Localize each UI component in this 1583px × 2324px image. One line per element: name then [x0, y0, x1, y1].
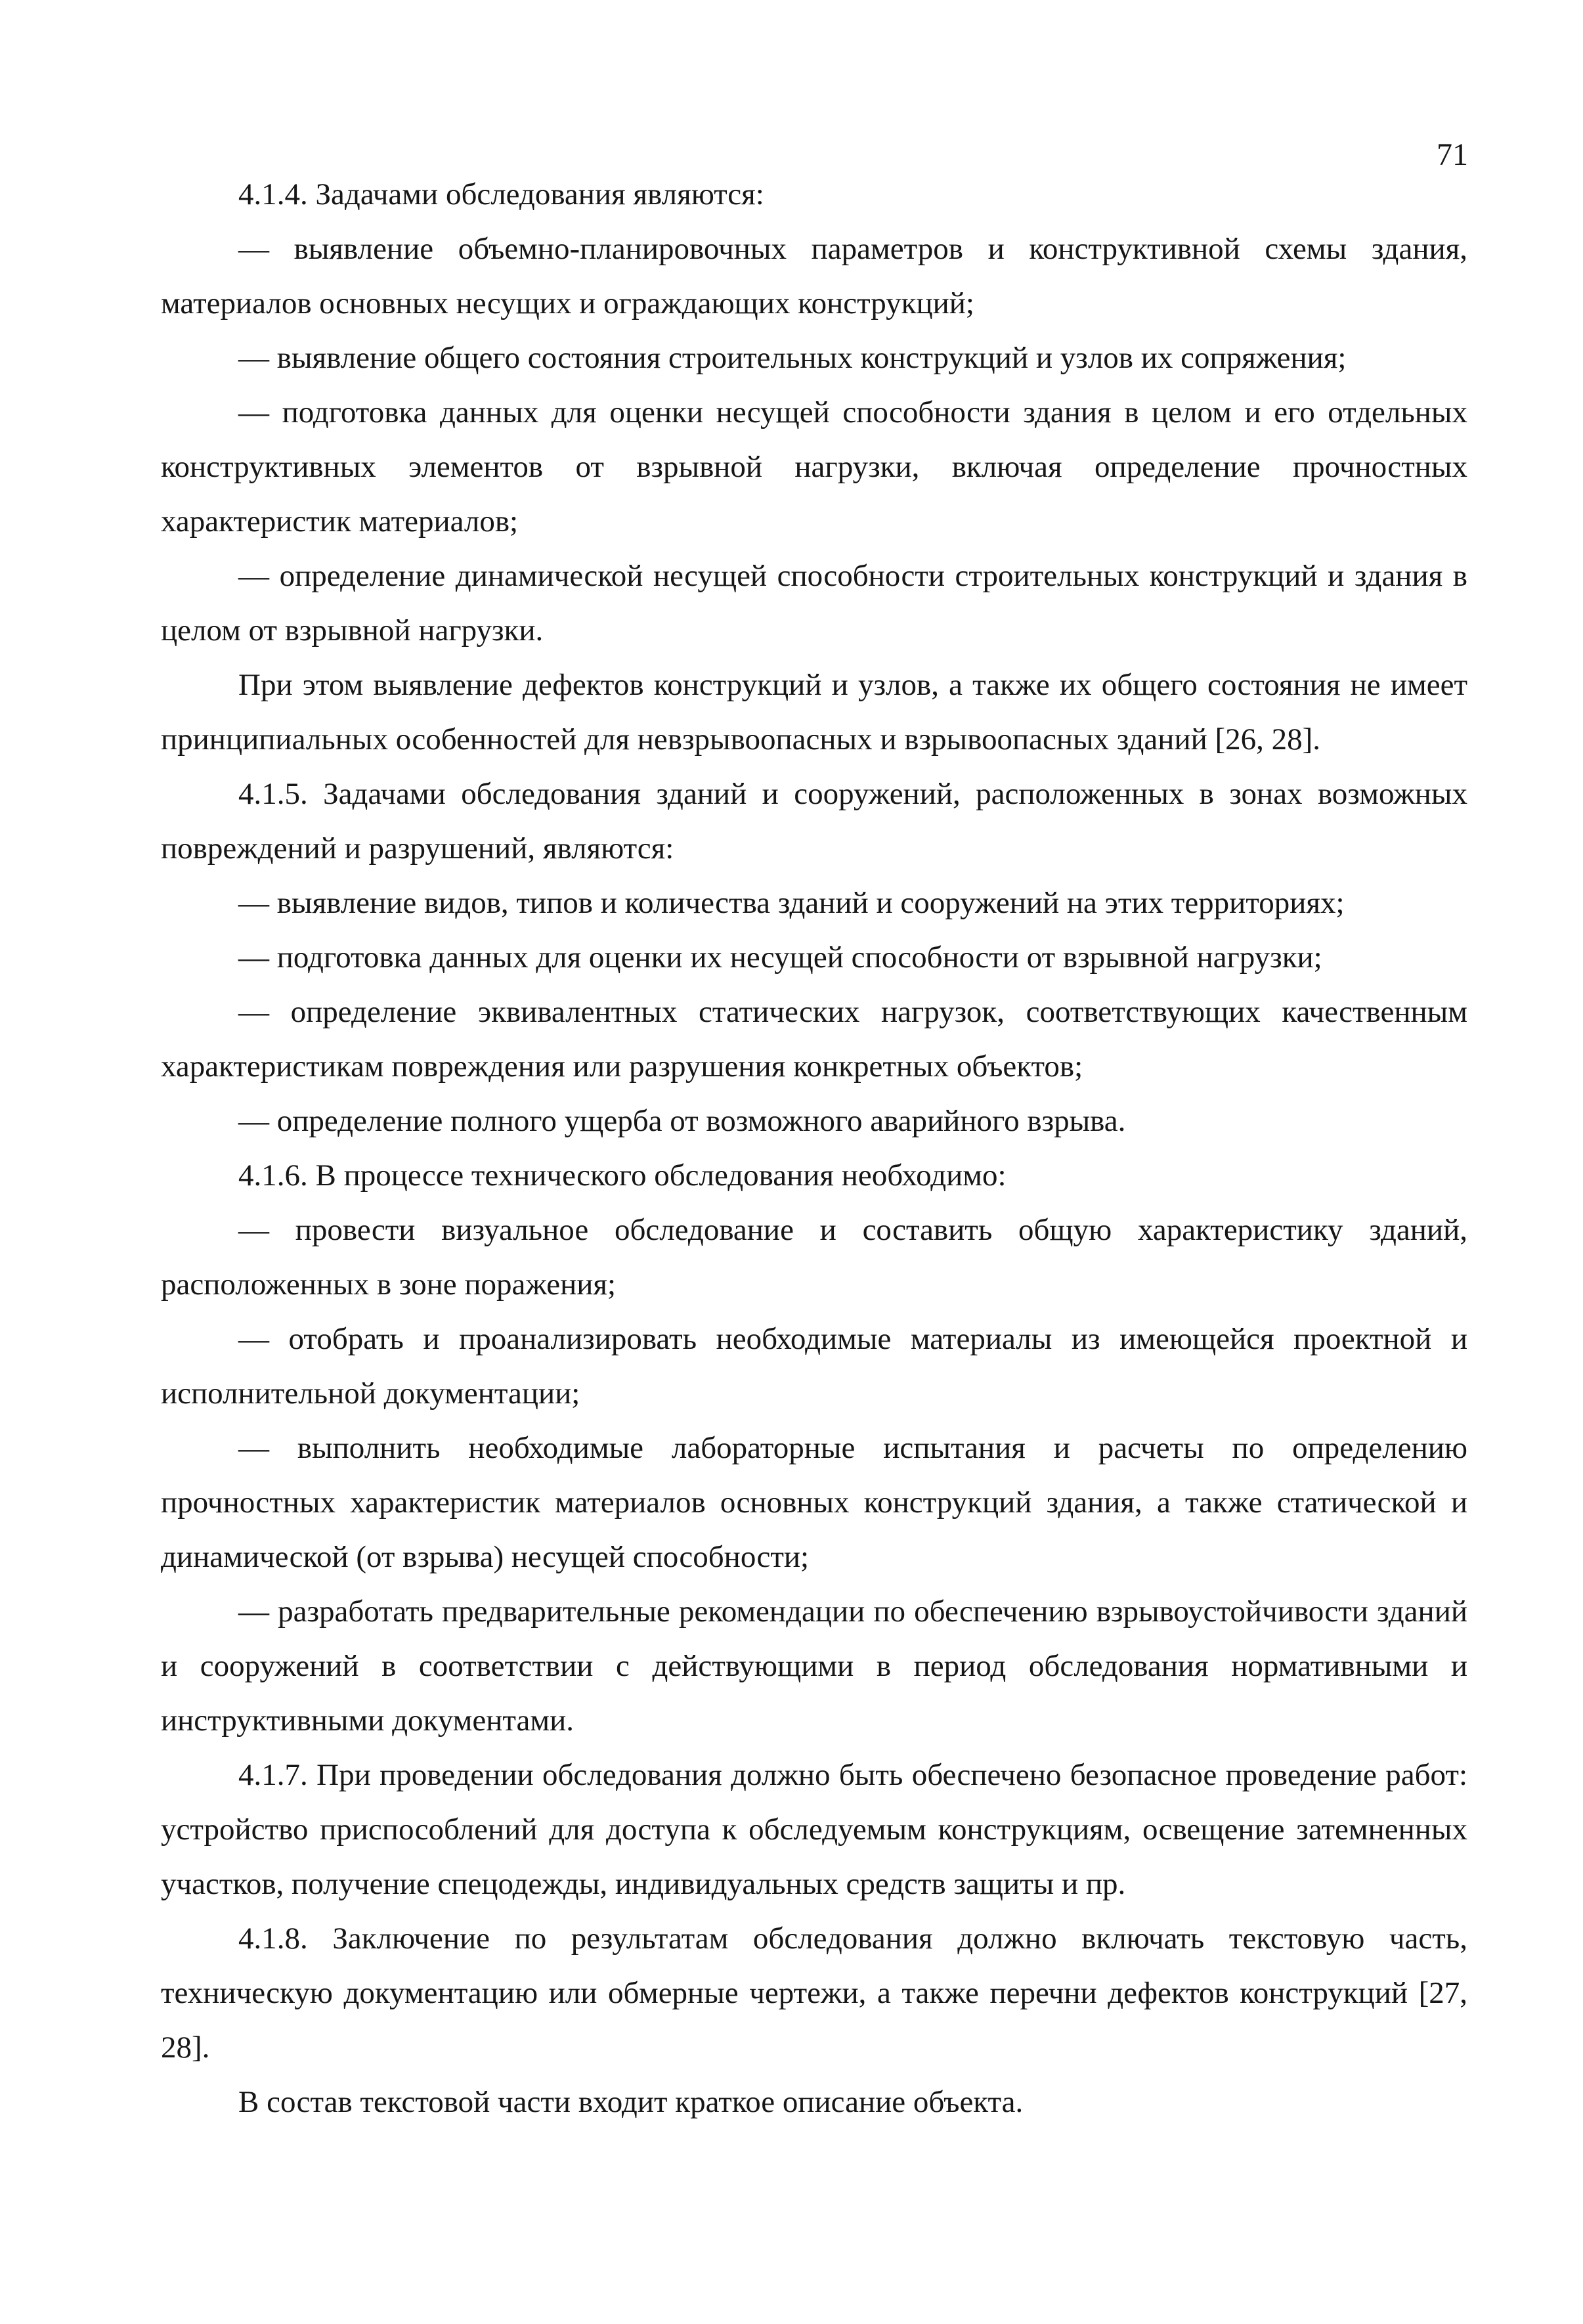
paragraph-4-1-7: 4.1.7. При проведении обследования должно быть обеспечено безопасное проведение работ: устройство приспособлений для доступа к обследуемым конструкциям, освещение затемненных участков, получение спецодежды, индивидуальных средств защиты и пр.: [161, 1758, 1467, 1901]
list-item: — выполнить необходимые лабораторные испытания и расчеты по определению прочностных характеристик материалов основных конструкций здания, а также статической и динамической (от взрыва) несущей способности;: [161, 1431, 1467, 1574]
paragraph: При этом выявление дефектов конструкций и узлов, а также их общего состояния не имеет принципиальных особенностей для невзрывоопасных и взрывоопасных зданий [26, 28].: [161, 668, 1467, 756]
list-item: — выявление объемно-планировочных параметров и конструктивной схемы здания, материалов основных несущих и ограждающих конструкций;: [161, 232, 1467, 320]
list-item: — выявление общего состояния строительных конструкций и узлов их сопряжения;: [238, 341, 1347, 375]
list-item: — выявление видов, типов и количества зданий и сооружений на этих территориях;: [238, 886, 1345, 920]
list-item: — подготовка данных для оценки несущей способности здания в целом и его отдельных конструктивных элементов от взрывной нагрузки, включая определение прочностных характеристик материалов;: [161, 395, 1467, 538]
list-item: — определение динамической несущей способности строительных конструкций и здания в целом от взрывной нагрузки.: [161, 559, 1467, 647]
paragraph-4-1-5-heading: 4.1.5. Задачами обследования зданий и сооружений, расположенных в зонах возможных повреждений и разрушений, являются:: [161, 777, 1467, 866]
paragraph: В состав текстовой части входит краткое описание объекта.: [238, 2085, 1024, 2119]
list-item: — подготовка данных для оценки их несущей способности от взрывной нагрузки;: [238, 940, 1322, 975]
list-item: — разработать предварительные рекомендации по обеспечению взрывоустойчивости зданий и сооружений в соответствии с действующими в период обследования нормативными и инструктивными документами.: [161, 1594, 1467, 1738]
page-number: 71: [1437, 137, 1468, 172]
paragraph-4-1-8: 4.1.8. Заключение по результатам обследования должно включать текстовую часть, техническую документацию или обмерные чертежи, а также перечни дефектов конструкций [27, 28].: [161, 1921, 1467, 2065]
list-item: — определение эквивалентных статических нагрузок, соответствующих качественным характеристикам повреждения или разрушения конкретных объектов;: [161, 995, 1467, 1084]
document-body: [161, 167, 1467, 2130]
paragraph-4-1-4-heading: 4.1.4. Задачами обследования являются:: [238, 177, 764, 211]
list-item: — отобрать и проанализировать необходимые материалы из имеющейся проектной и исполнительной документации;: [161, 1322, 1467, 1411]
list-item: — провести визуальное обследование и составить общую характеристику зданий, расположенных в зоне поражения;: [161, 1213, 1467, 1302]
list-item: — определение полного ущерба от возможного аварийного взрыва.: [238, 1104, 1126, 1138]
paragraph-4-1-6-heading: 4.1.6. В процессе технического обследования необходимо:: [238, 1158, 1007, 1193]
